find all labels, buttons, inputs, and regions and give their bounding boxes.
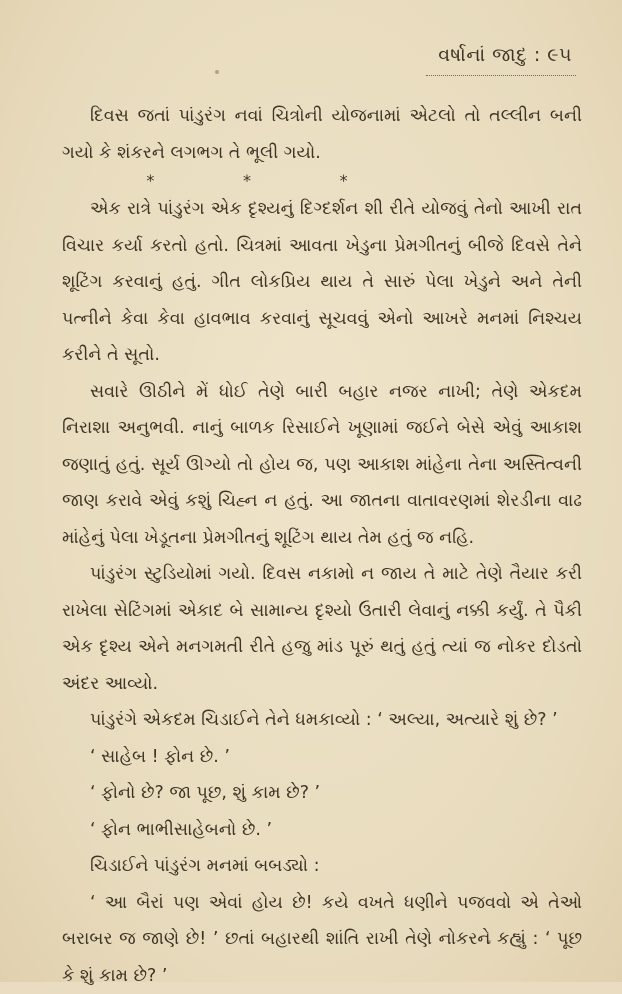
paragraph: દિવસ જતાં પાંડુરંગ નવાં ચિત્રોની યોજનામાં એટલો તો તલ્લીન બની ગયો કે શંકરને લગભગ તે ભૂલી ગયો. bbox=[62, 98, 582, 171]
paragraph: એક રાત્રે પાંડુરંગ એક દૃશ્યનું દિગ્દર્શન શી રીતે યોજવું તેનો આખી રાત વિચાર કર્યા કરતો હતો. ચિત્રમાં આવતા ખેડુના પ્રેમગીતનું બીજે દિવસે તેને શૂટિંગ કરવાનું હતું. ગીત લોકપ્રિય થાય તે સારું પેલા ખેડુને અને તેની પત્નીને કેવા કેવા હાવભાવ કરવાનું સૂચવવું એનો આખરે મનમાં નિશ્ચય કરીને તે સૂતો. bbox=[62, 191, 582, 374]
paragraph: પાંડુરંગે એકદમ ચિડાઈને તેને ધમકાવ્યો : ‘ અલ્યા, અત્યારે શું છે? ’ bbox=[62, 702, 582, 739]
running-head: વર્ષાનાં જાદુ : ૯૫ bbox=[438, 44, 572, 66]
star: * bbox=[340, 171, 348, 191]
paragraph: ‘ આ બૈરાં પણ એવાં હોય છે! કયે વખતે ધણીને પજવવો એ તેઓ બરાબર જ જાણે છે! ’ છતાં બહારથી શાંતિ રાખી તેણે નોકરને કહ્યું : ‘ પૂછ કે શું કામ છે? ’ bbox=[62, 885, 582, 994]
star: * bbox=[243, 171, 251, 191]
star: * bbox=[146, 171, 154, 191]
body-text bbox=[62, 98, 582, 994]
dialogue-line: ‘ સાહેબ ! ફોન છે. ’ bbox=[62, 739, 582, 776]
dialogue-line: ‘ ફોન ભાભીસાહેબનો છે. ’ bbox=[62, 812, 582, 849]
decorative-rule bbox=[426, 72, 576, 76]
paper-speck bbox=[215, 70, 219, 74]
paragraph: પાંડુરંગ સ્ટુડિયોમાં ગયો. દિવસ નકામો ન જાય તે માટે તેણે તૈયાર કરી રાખેલા સેટિંગમાં એકાદ બે સામાન્ય દૃશ્યો ઉતારી લેવાનું નક્કી કર્યું. તે પૈકી એક દૃશ્ય એને મનગમતી રીતે હજુ માંડ પૂરું થતું હતું ત્યાં જ નોકર દોડતો અંદર આવ્યો. bbox=[62, 556, 582, 702]
paragraph: ચિડાઈને પાંડુરંગ મનમાં બબડ્યો : bbox=[62, 848, 582, 885]
section-break bbox=[102, 171, 392, 191]
dialogue-line: ‘ ફોનો છે? જા પૂછ, શું કામ છે? ’ bbox=[62, 775, 582, 812]
paragraph: સવારે ઊઠીને મેં ધોઈ તેણે બારી બહાર નજર નાખી; તેણે એકદમ નિરાશા અનુભવી. નાનું બાળક રિસાઈને ખૂણામાં જઈને બેસે એવું આકાશ જણાતું હતું. સૂર્ય ઊગ્યો તો હોય જ, પણ આકાશ માંહેના તેના અસ્તિત્વની જાણ કરાવે એવું કશું ચિહ્ન ન હતું. આ જાતના વાતાવરણમાં શેરડીના વાઢ માંહેનું પેલા ખેડૂતના પ્રેમગીતનું શૂટિંગ થાય તેમ હતું જ નહિ. bbox=[62, 374, 582, 557]
